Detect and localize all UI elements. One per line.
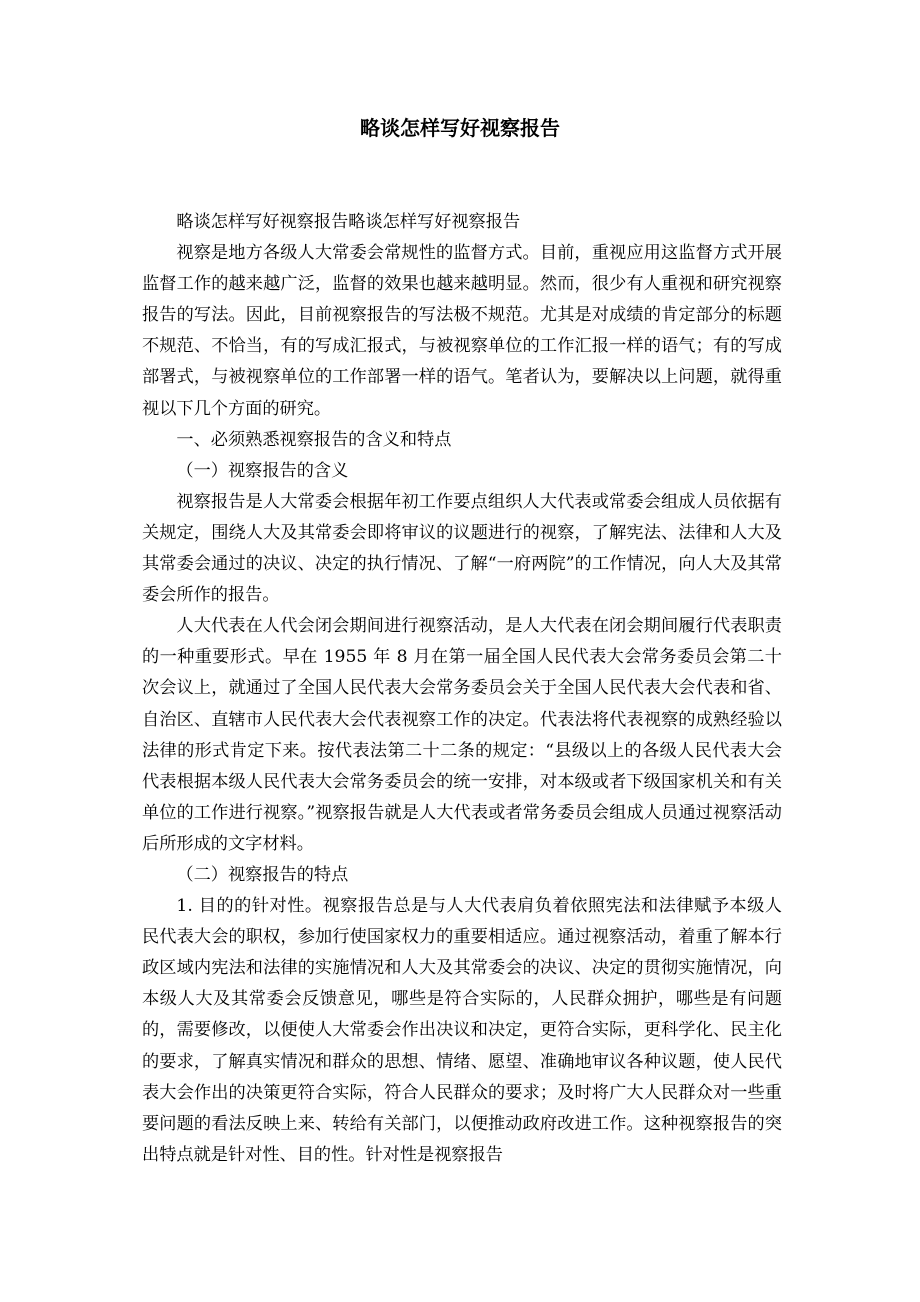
paragraph-feature-1: 1. 目的的针对性。视察报告总是与人大代表肩负着依照宪法和法律赋予本级人民代表大会的职权，参加行使国家权力的重要相适应。通过视察活动，着重了解本行政区域内宪法和法律的实施情况和人大及其常委会的决议、决定的贯彻实施情况，向本级人大及其常委会反馈意见，哪些是符合实际的，人民群众拥护，哪些是有问题的，需要修改，以便使人大常委会作出决议和决定，更符合实际，更科学化、民主化的要求，了解真实情况和群众的思想、情绪、愿望、准确地审议各种议题，使人民代表大会作出的决策更符合实际，符合人民群众的要求；及时将广大人民群众对一些重要问题的看法反映上来、转给有关部门，以便推动政府改进工作。这种视察报告的突出特点就是针对性、目的性。针对性是视察报告 [142,896,782,1165]
section-heading-1: 一、必须熟悉视察报告的含义和特点 [176,429,452,450]
paragraph-intro: 视察是地方各级人大常委会常规性的监督方式。目前，重视应用这监督方式开展监督工作的越来越广泛，监督的效果也越来越明显。然而，很少有人重视和研究视察报告的写法。因此，目前视察报告的写法极不规范。尤其是对成绩的肯定部分的标题不规范、不恰当，有的写成汇报式，与被视察单位的工作汇报一样的语气；有的写成部署式，与被视察单位的工作部署一样的语气。笔者认为，要解决以上问题，就得重视以下几个方面的研究。 [142,243,782,419]
document-title: 略谈怎样写好视察报告 [360,116,560,140]
paragraph-definition: 视察报告是人大常委会根据年初工作要点组织人大代表或常委会组成人员依据有关规定，围绕人大及其常委会即将审议的议题进行的视察，了解宪法、法律和人大及其常委会通过的决议、决定的执行情况、了解“一府两院”的工作情况，向人大及其常委会所作的报告。 [142,491,782,606]
paragraph-subtitle: 略谈怎样写好视察报告略谈怎样写好视察报告 [176,212,521,232]
subsection-heading-2: （二）视察报告的特点 [176,864,349,885]
document-body [142,207,782,1171]
paragraph-history: 人大代表在人代会闭会期间进行视察活动，是人大代表在闭会期间履行代表职责的一种重要形式。早在 1955 年 8 月在第一届全国人民代表大会常务委员会第二十次会议上，就通过了全国人民代表大会常务委员会关于全国人民代表大会代表和省、自治区、直辖市人民代表大会代表视察工作的决定。代表法将代表视察的成熟经验以法律的形式肯定下来。按代表法第二十二条的规定：“县级以上的各级人民代表大会代表根据本级人民代表大会常务委员会的统一安排，对本级或者下级国家机关和有关单位的工作进行视察。”视察报告就是人大代表或者常务委员会组成人员通过视察活动后所形成的文字材料。 [142,616,782,854]
subsection-heading-1: （一）视察报告的含义 [176,460,349,481]
